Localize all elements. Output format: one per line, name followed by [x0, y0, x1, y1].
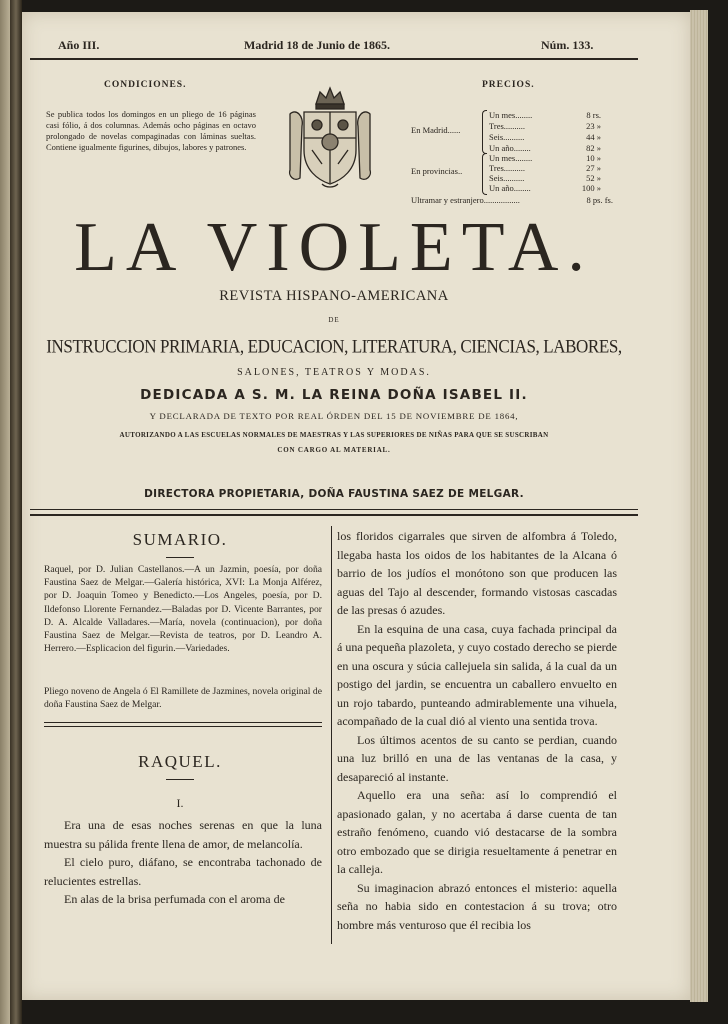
sumario-heading: SUMARIO.	[132, 530, 228, 549]
price-madrid-1: Un mes........	[489, 110, 533, 120]
book-spine	[10, 0, 22, 1024]
masthead-subtitle: REVISTA HISPANO-AMERICANA	[219, 288, 449, 304]
masthead-title: LA VIOLETA.	[74, 209, 594, 286]
price-madrid-2-value: 23 »	[586, 121, 601, 131]
article-left-paragraph: Era una de esas noches serenas en que la luna muestra su pálida frente llena de amor, de melancolía.	[44, 818, 322, 851]
price-madrid-4: Un año........	[489, 143, 531, 153]
masthead-decree-3: CON CARGO AL MATERIAL.	[277, 446, 391, 454]
masthead-de: DE	[328, 316, 340, 324]
article-right-paragraph: En la esquina de una casa, cuya fachada principal da á una pequeña plazoleta, y cuyo costado derecho se pierde en una oscura y súcia callejuela sin salida, á la cual da un postigo del jardin, se encuentra un caballero envuelto en un rojo tabardo, punteando admirablemente una vihuela, acompañado de la cual dió al viento una sentida trova.	[337, 621, 617, 728]
price-madrid-3: Seis..........	[489, 132, 525, 142]
sumario-text-2: Pliego noveno de Angela ó El Ramillete de Jazmines, novela original de doña Faustina Saez de Melgar.	[44, 686, 322, 711]
masthead-topics: INSTRUCCION PRIMARIA, EDUCACION, LITERATURA, CIENCIAS, LABORES,	[46, 335, 622, 358]
royal-coat-of-arms-icon	[282, 86, 378, 190]
price-provincias-1-value: 10 »	[586, 153, 601, 163]
condiciones-heading: CONDICIONES.	[104, 80, 187, 90]
sumario-rule-1	[44, 722, 322, 723]
article-section-number: I.	[176, 796, 184, 810]
article-dash	[166, 779, 194, 780]
price-madrid-4-value: 82 »	[586, 143, 601, 153]
price-ultramar: Ultramar y estranjero.................	[411, 195, 520, 205]
sumario-text: Raquel, por D. Julian Castellanos.—A un Jazmin, poesía, por doña Faustina Saez de Melgar.—Galería histórica, XVI: La Monja Alférez, por D. Joaquin Tomeo y Benedicto.—Los Angeles, poesía, por D. Ildefonso Llorente Fernandez.—Baladas por D. Vicente Barrantes, por D. A. Alcalde Valladares.—María, novela (continuacion), por doña Faustina Saez de Melgar.—Revista de teatros, por D. Leandro A. Herrero.—Esplicacion del figurin.—Variedades.	[44, 564, 322, 655]
precios-heading: PRECIOS.	[482, 80, 535, 90]
masthead-decree-1: Y DECLARADA DE TEXTO POR REAL ÓRDEN DEL 15 DE NOVIEMBRE DE 1864,	[149, 411, 519, 421]
price-provincias-1: Un mes........	[489, 153, 533, 163]
price-provincias-2-value: 27 »	[586, 163, 601, 173]
price-provincias-2: Tres..........	[489, 163, 526, 173]
director-line: DIRECTORA PROPIETARIA, DOÑA FAUSTINA SAEZ DE MELGAR.	[144, 488, 524, 500]
precios-provincias-label: En provincias..	[411, 166, 463, 176]
header-rule	[30, 58, 638, 60]
article-right-paragraph: los floridos cigarrales que sirven de alfombra á Toledo, llegaba hasta los oidos de los habitantes de la Alcana ó barrio de los judíos el monótono son que producen las aguas del Tajo al descender, formando vistosas cascadas de las presas ó azudes.	[337, 529, 617, 617]
article-left-paragraph: El cielo puro, diáfano, se encontraba tachonado de relucientes estrellas.	[44, 855, 322, 888]
article-left-column	[44, 816, 322, 909]
price-madrid-1-value: 8 rs.	[586, 110, 601, 120]
masthead-dedication: DEDICADA A S. M. LA REINA DOÑA ISABEL II.	[140, 387, 528, 403]
precios-madrid-label: En Madrid......	[411, 125, 461, 135]
masthead-topics-2: SALONES, TEATROS Y MODAS.	[237, 367, 431, 378]
price-ultramar-value: 8 ps. fs.	[586, 195, 613, 205]
issue-number: Núm. 133.	[541, 38, 594, 52]
article-right-paragraph: Su imaginacion abrazó entonces el misterio: aquella seña no habia sido en contestacion á su trova; otro hombre más venturoso que él recibia los	[337, 880, 617, 932]
price-madrid-3-value: 44 »	[586, 132, 601, 142]
article-heading: RAQUEL.	[138, 752, 222, 771]
article-right-paragraph: Aquello era una seña: así lo comprendió el apasionado galan, y no acertaba á darse cuenta de tan estraño fenómeno, cuando vió destacarse de la sombra otro embozado que se dirigia resueltamente á penetrar en la calleja.	[337, 788, 617, 876]
price-provincias-4-value: 100 »	[581, 183, 601, 193]
article-right-paragraph: Los últimos acentos de su canto se perdian, cuando una luz brilló en una de las ventanas de la casa, y desapareció al instante.	[337, 732, 617, 784]
madrid-brace	[482, 110, 487, 154]
price-provincias-4: Un año........	[489, 183, 531, 193]
condiciones-text: Se publica todos los domingos en un pliego de 16 páginas casi fólio, á dos columnas. Además ocho páginas en octavo prolongado de novelas compaginadas con láminas sueltas. Contiene igualmente figurines, dibujos, labores y patrones.	[46, 109, 256, 152]
price-madrid-2: Tres..........	[489, 121, 526, 131]
masthead-rule-2	[30, 514, 638, 516]
sumario-rule-2	[44, 726, 322, 727]
issue-date: Madrid 18 de Junio de 1865.	[244, 38, 391, 52]
column-divider	[331, 526, 332, 944]
article-left-paragraph: En alas de la brisa perfumada con el aroma de	[64, 892, 285, 906]
sumario-dash	[166, 557, 194, 558]
price-provincias-3-value: 52 »	[586, 173, 601, 183]
masthead-rule-1	[30, 509, 638, 510]
masthead-decree-2: AUTORIZANDO A LAS ESCUELAS NORMALES DE MAESTRAS Y LAS SUPERIORES DE NIÑAS PARA QUE SE SUSCRIBAN	[119, 431, 549, 439]
page-stack-edge	[690, 10, 708, 1002]
article-right-column	[337, 527, 617, 934]
provincias-brace	[482, 153, 487, 195]
price-provincias-3: Seis..........	[489, 173, 525, 183]
issue-year: Año III.	[58, 38, 100, 52]
